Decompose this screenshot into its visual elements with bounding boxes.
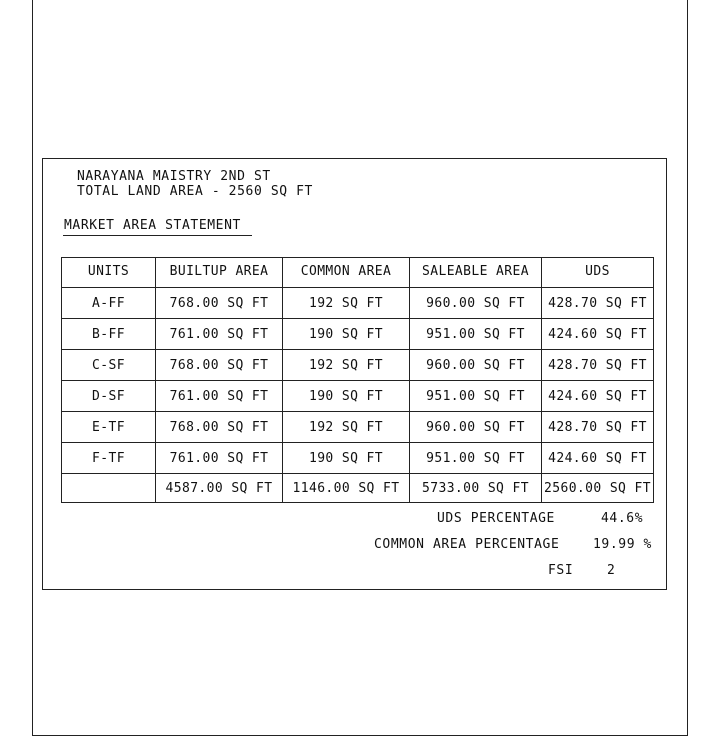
saleable-cell: 960.00 SQ FT bbox=[410, 288, 542, 319]
total-builtup-cell: 4587.00 SQ FT bbox=[156, 474, 283, 503]
total-land-area-text: TOTAL LAND AREA - 2560 SQ FT bbox=[77, 184, 313, 199]
common-cell: 190 SQ FT bbox=[283, 381, 410, 412]
table-row bbox=[62, 288, 654, 319]
uds-cell: 424.60 SQ FT bbox=[542, 381, 654, 412]
header-cell: COMMON AREA bbox=[283, 258, 410, 288]
common-cell: 192 SQ FT bbox=[283, 412, 410, 443]
builtup-cell: 768.00 SQ FT bbox=[156, 412, 283, 443]
fsi-label: FSI bbox=[548, 563, 574, 578]
header-cell: UNITS bbox=[62, 258, 156, 288]
unit-cell: B-FF bbox=[62, 319, 156, 350]
table-row bbox=[62, 350, 654, 381]
totals-row bbox=[62, 474, 654, 503]
total-uds-cell: 2560.00 SQ FT bbox=[542, 474, 654, 503]
unit-cell: F-TF bbox=[62, 443, 156, 474]
unit-cell: D-SF bbox=[62, 381, 156, 412]
header-cell: BUILTUP AREA bbox=[156, 258, 283, 288]
unit-cell: C-SF bbox=[62, 350, 156, 381]
unit-cell: E-TF bbox=[62, 412, 156, 443]
table-row bbox=[62, 443, 654, 474]
market-area-table bbox=[61, 257, 654, 503]
saleable-cell: 951.00 SQ FT bbox=[410, 443, 542, 474]
uds-percentage-value: 44.6% bbox=[601, 511, 644, 526]
common-cell: 190 SQ FT bbox=[283, 319, 410, 350]
total-label-cell bbox=[62, 474, 156, 503]
table-row bbox=[62, 381, 654, 412]
uds-cell: 428.70 SQ FT bbox=[542, 412, 654, 443]
total-common-cell: 1146.00 SQ FT bbox=[283, 474, 410, 503]
common-area-percentage-label: COMMON AREA PERCENTAGE bbox=[374, 537, 560, 552]
statement-title: MARKET AREA STATEMENT bbox=[64, 218, 241, 233]
builtup-cell: 768.00 SQ FT bbox=[156, 350, 283, 381]
uds-cell: 428.70 SQ FT bbox=[542, 350, 654, 381]
address-text: NARAYANA MAISTRY 2ND ST bbox=[77, 169, 271, 184]
statement-title-underline bbox=[63, 235, 252, 236]
table-row bbox=[62, 412, 654, 443]
builtup-cell: 761.00 SQ FT bbox=[156, 319, 283, 350]
common-cell: 192 SQ FT bbox=[283, 350, 410, 381]
fsi-value: 2 bbox=[607, 563, 616, 578]
builtup-cell: 761.00 SQ FT bbox=[156, 443, 283, 474]
saleable-cell: 951.00 SQ FT bbox=[410, 381, 542, 412]
saleable-cell: 951.00 SQ FT bbox=[410, 319, 542, 350]
common-cell: 192 SQ FT bbox=[283, 288, 410, 319]
saleable-cell: 960.00 SQ FT bbox=[410, 412, 542, 443]
uds-percentage-label: UDS PERCENTAGE bbox=[437, 511, 555, 526]
total-saleable-cell: 5733.00 SQ FT bbox=[410, 474, 542, 503]
unit-cell: A-FF bbox=[62, 288, 156, 319]
uds-cell: 428.70 SQ FT bbox=[542, 288, 654, 319]
table-row bbox=[62, 319, 654, 350]
uds-cell: 424.60 SQ FT bbox=[542, 443, 654, 474]
uds-cell: 424.60 SQ FT bbox=[542, 319, 654, 350]
saleable-cell: 960.00 SQ FT bbox=[410, 350, 542, 381]
header-cell: SALEABLE AREA bbox=[410, 258, 542, 288]
builtup-cell: 768.00 SQ FT bbox=[156, 288, 283, 319]
header-cell: UDS bbox=[542, 258, 654, 288]
common-area-percentage-value: 19.99 % bbox=[593, 537, 652, 552]
builtup-cell: 761.00 SQ FT bbox=[156, 381, 283, 412]
table-header-row bbox=[62, 258, 654, 288]
common-cell: 190 SQ FT bbox=[283, 443, 410, 474]
